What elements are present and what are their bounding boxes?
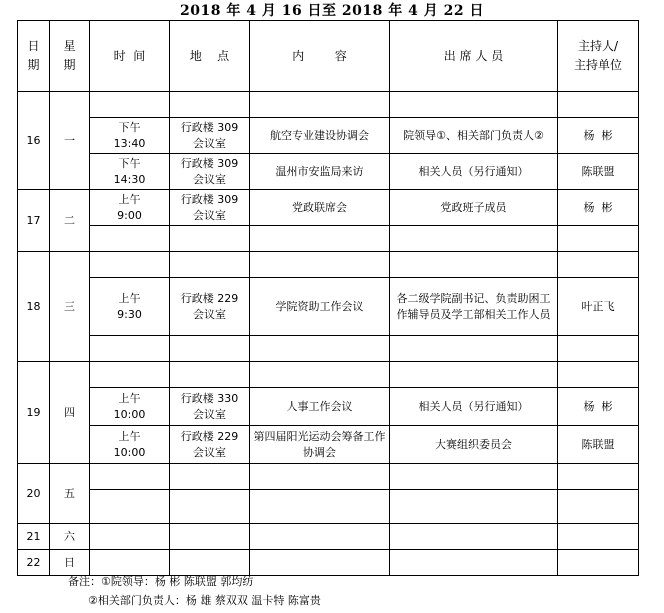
date-cell: 18 [18,252,50,362]
note-department-heads: ②相关部门负责人：杨 雄 蔡双双 温卡特 陈富贵 [88,594,321,607]
place-cell: 行政楼 229 会议室 [170,278,250,336]
schedule-table [17,20,639,576]
header-time: 时 间 [90,21,170,92]
table-row [18,464,639,490]
table-row [18,92,639,118]
attendees-cell: 相关人员（另行通知） [390,388,558,426]
attendees-cell: 大赛组织委员会 [390,426,558,464]
table-row [18,252,639,278]
attendees-cell: 相关人员（另行通知） [390,154,558,190]
time-cell: 上午 9:00 [90,190,170,226]
time-cell: 上午 10:00 [90,388,170,426]
table-row [18,154,639,190]
content-cell: 温州市安监局来访 [250,154,390,190]
header-attendees: 出 席 人 员 [390,21,558,92]
date-cell: 22 [18,550,50,576]
attendees-cell: 院领导①、相关部门负责人② [390,118,558,154]
time-cell: 下午 13:40 [90,118,170,154]
table-row [18,524,639,550]
host-cell: 陈联盟 [558,154,639,190]
place-cell: 行政楼 309 会议室 [170,118,250,154]
content-cell: 航空专业建设协调会 [250,118,390,154]
weekday-cell: 三 [50,252,90,362]
weekday-cell: 六 [50,524,90,550]
attendees-cell: 各二级学院副书记、负责助困工作辅导员及学工部相关工作人员 [390,278,558,336]
table-row [18,336,639,362]
date-cell: 19 [18,362,50,464]
host-cell: 陈联盟 [558,426,639,464]
content-cell: 第四届阳光运动会筹备工作协调会 [250,426,390,464]
header-row [18,21,639,92]
weekday-cell: 日 [50,550,90,576]
weekday-cell: 五 [50,464,90,524]
header-host: 主持人/ 主持单位 [558,21,639,92]
host-cell: 杨 彬 [558,388,639,426]
content-cell: 人事工作会议 [250,388,390,426]
table-row [18,388,639,426]
content-cell: 学院资助工作会议 [250,278,390,336]
table-row [18,278,639,336]
place-cell: 行政楼 309 会议室 [170,190,250,226]
header-place: 地 点 [170,21,250,92]
weekday-cell: 四 [50,362,90,464]
place-cell: 行政楼 229 会议室 [170,426,250,464]
date-cell: 16 [18,92,50,190]
date-cell: 21 [18,524,50,550]
weekday-cell: 二 [50,190,90,252]
table-row [18,362,639,388]
date-cell: 17 [18,190,50,252]
header-date: 日 期 [18,21,50,92]
table-row [18,190,639,226]
note-leaders: 备注：①院领导：杨 彬 陈联盟 郭均纺 [68,575,254,588]
header-weekday: 星 期 [50,21,90,92]
content-cell: 党政联席会 [250,190,390,226]
schedule-title: 2018 年 4 月 16 日至 2018 年 4 月 22 日 [180,3,484,19]
weekday-cell: 一 [50,92,90,190]
table-row [18,490,639,524]
time-cell: 上午 9:30 [90,278,170,336]
table-row [18,426,639,464]
host-cell: 叶正飞 [558,278,639,336]
date-cell: 20 [18,464,50,524]
time-cell: 下午 14:30 [90,154,170,190]
header-content: 内 容 [250,21,390,92]
table-row [18,226,639,252]
table-row [18,118,639,154]
time-cell: 上午 10:00 [90,426,170,464]
host-cell: 杨 彬 [558,190,639,226]
host-cell: 杨 彬 [558,118,639,154]
attendees-cell: 党政班子成员 [390,190,558,226]
place-cell: 行政楼 309 会议室 [170,154,250,190]
notes [68,572,321,610]
place-cell: 行政楼 330 会议室 [170,388,250,426]
